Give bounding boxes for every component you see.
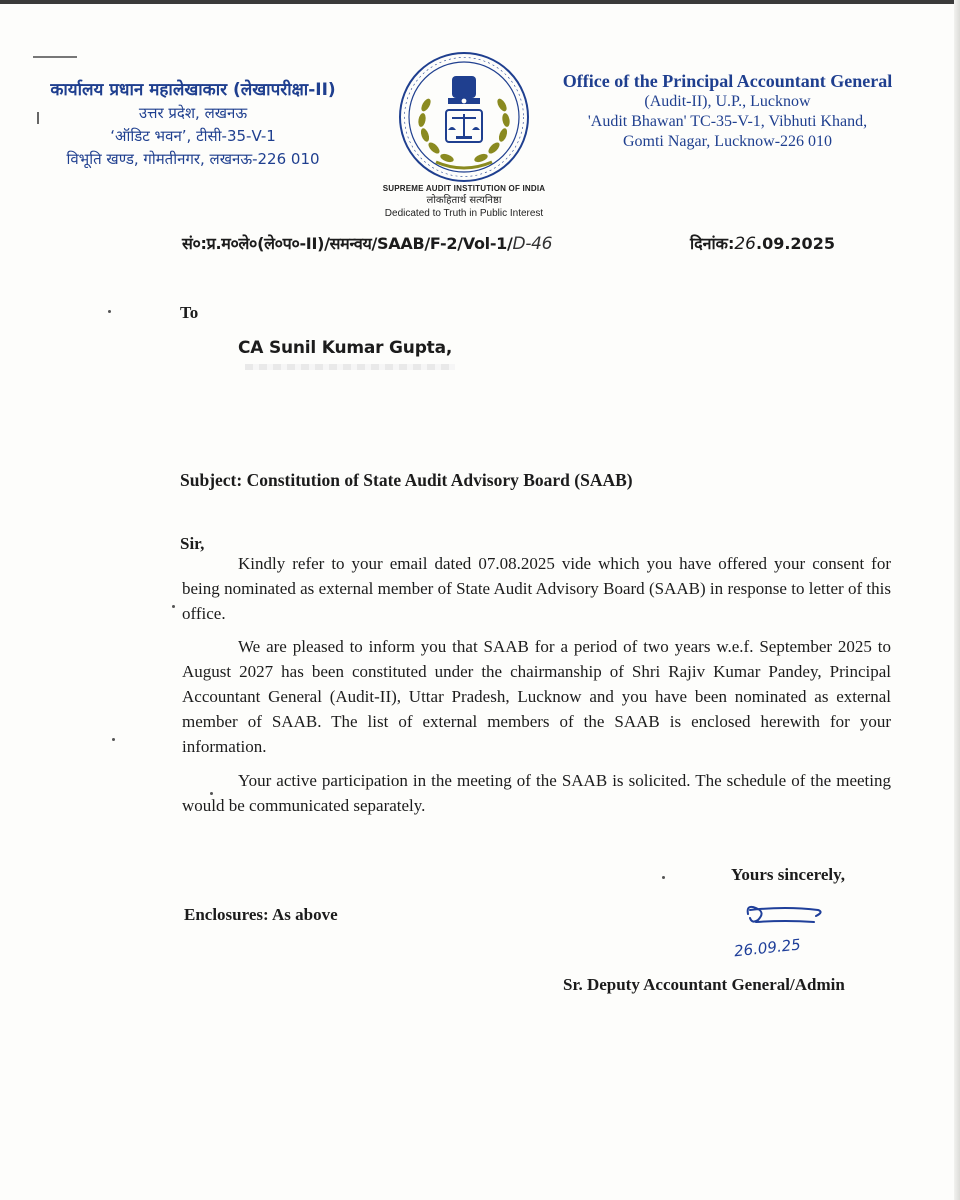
english-letterhead	[545, 70, 910, 152]
page-right-edge	[954, 0, 960, 1200]
scan-speck	[662, 876, 665, 879]
emblem-motto-hindi: लोकहितार्थ सत्यनिष्ठा	[426, 195, 502, 206]
emblem-caption	[350, 183, 578, 220]
hindi-letterhead	[28, 78, 358, 171]
reference-number	[182, 232, 552, 254]
cag-emblem-icon	[396, 50, 532, 185]
scan-speck	[112, 738, 115, 741]
date-label: दिनांक:	[690, 234, 735, 253]
english-building: 'Audit Bhawan' TC-35-V-1, Vibhuti Khand,	[587, 113, 868, 130]
subject-line: Subject: Constitution of State Audit Advisory Board (SAAB)	[180, 470, 633, 490]
emblem-motto-english: Dedicated to Truth in Public Interest	[384, 208, 544, 219]
hindi-building: ‘ऑडिट भवन’, टीसी-35-V-1	[110, 127, 276, 145]
date-rest: .09.2025	[756, 234, 835, 253]
handwritten-signature	[726, 900, 836, 964]
to-label: To	[180, 303, 199, 322]
page-top-edge	[0, 0, 960, 4]
salutation: Sir,	[180, 534, 205, 553]
scan-speck	[108, 310, 111, 313]
english-department: (Audit-II), U.P., Lucknow	[644, 93, 811, 110]
emblem-caption-english: SUPREME AUDIT INSTITUTION OF INDIA	[382, 184, 546, 193]
date-day-handwritten: 26	[734, 234, 756, 254]
body-paragraph-1: Kindly refer to your email dated 07.08.2025 vide which you have offered your consent for being nominated as external member of State Audit Advisory Board (SAAB) in response to letter of this office.	[182, 554, 891, 623]
hindi-state: उत्तर प्रदेश, लखनऊ	[138, 104, 248, 122]
scan-speck	[172, 605, 175, 608]
enclosures-note: Enclosures: As above	[184, 905, 338, 924]
faded-address-line	[245, 364, 455, 370]
addressee-name: CA Sunil Kumar Gupta,	[238, 338, 453, 358]
closing: Yours sincerely,	[731, 865, 845, 884]
hindi-address: विभूति खण्ड, गोमतीनगर, लखनऊ-226 010	[66, 150, 320, 168]
body-paragraph-2: We are pleased to inform you that SAAB for a period of two years w.e.f. September 2025 to August 2027 has been constituted under the chairmanship of Shri Rajiv Kumar Pandey, Principal Accountant General (Audit-II), Uttar Pradesh, Lucknow and you have been nominated as external member of SAAB. The list of external members of the SAAB is enclosed herewith for your information.	[182, 637, 891, 756]
reference-printed: सं०:प्र.म०ले०(ले०प०-II)/समन्वय/SAAB/F-2/Vol-1/	[182, 234, 513, 253]
hindi-office-name: कार्यालय प्रधान महालेखाकार (लेखापरीक्षा-II)	[50, 80, 336, 100]
signature-date: 26.09.25	[733, 935, 802, 961]
scan-speck	[210, 792, 213, 795]
english-address: Gomti Nagar, Lucknow-226 010	[622, 133, 833, 150]
letter-date	[690, 232, 835, 254]
english-office-name: Office of the Principal Accountant General	[562, 71, 893, 91]
signatory-designation: Sr. Deputy Accountant General/Admin	[563, 975, 845, 994]
scan-mark	[33, 56, 77, 58]
body-paragraph-3: Your active participation in the meeting of the SAAB is solicited. The schedule of the meeting would be communicated separately.	[182, 771, 891, 815]
reference-handwritten: D-46	[512, 234, 553, 254]
